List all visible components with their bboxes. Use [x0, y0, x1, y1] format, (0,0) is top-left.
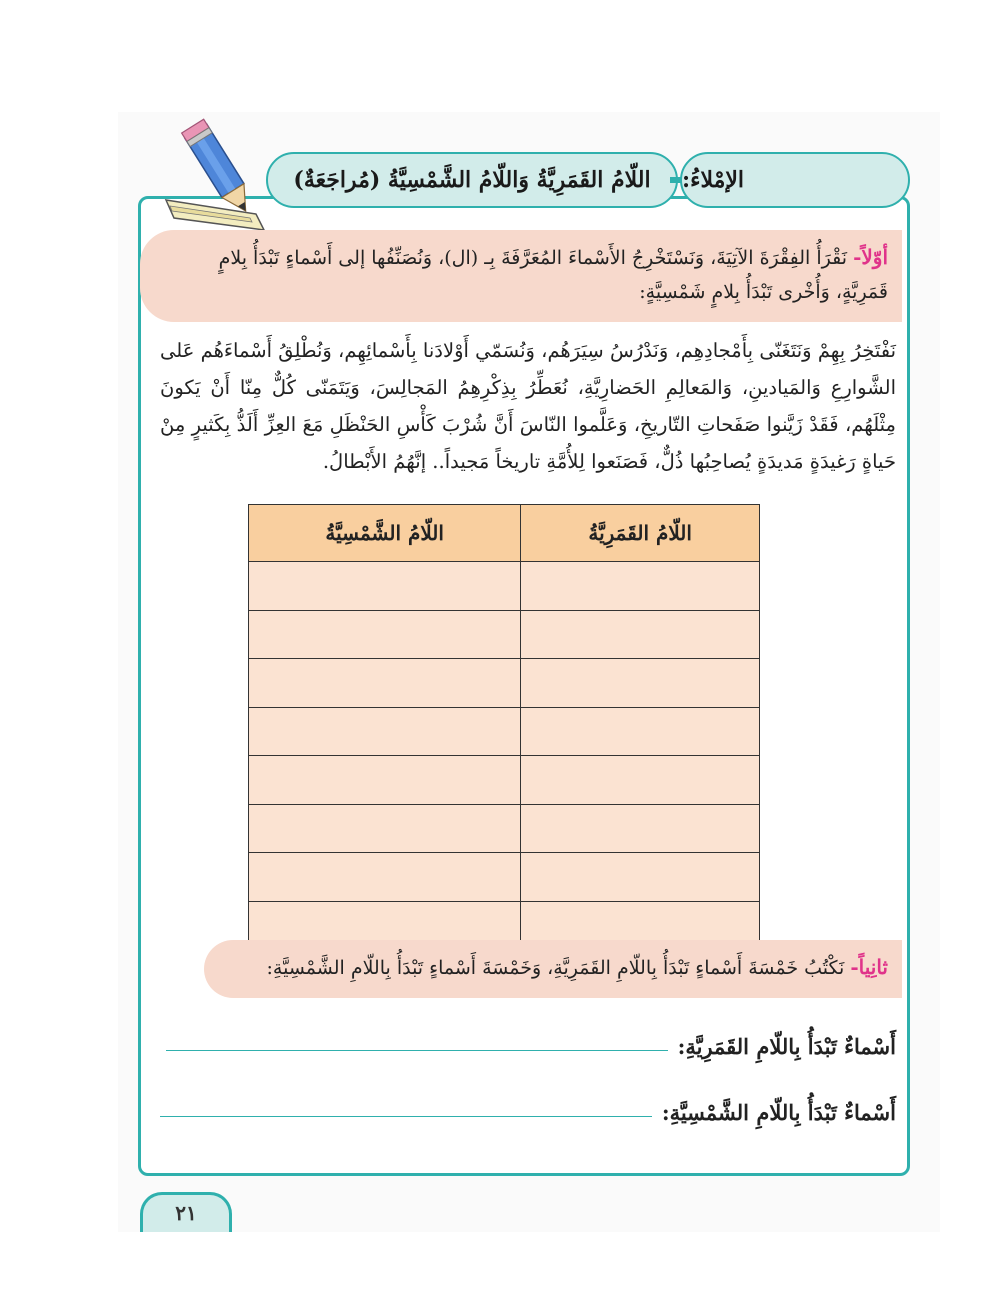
column-header-qamari: اللّامُ القَمَرِيَّةُ — [521, 505, 760, 562]
cell-qamari[interactable] — [521, 707, 760, 756]
table-body — [249, 562, 760, 950]
table-row — [249, 853, 760, 902]
answer-row-qamari — [166, 1034, 896, 1059]
cell-qamari[interactable] — [521, 853, 760, 902]
cell-shamsi[interactable] — [249, 659, 521, 708]
table-row — [249, 659, 760, 708]
column-header-shamsi: اللّامُ الشَّمْسِيَّةُ — [249, 505, 521, 562]
section2-instruction-box — [204, 940, 902, 998]
cell-shamsi[interactable] — [249, 610, 521, 659]
lesson-title — [266, 152, 678, 208]
pencil-icon — [160, 118, 272, 236]
answer-line-qamari[interactable] — [166, 1049, 668, 1051]
reading-paragraph: نَفْتَخِرُ بِهِمْ وَنَتَغَنّى بِأَمْجادِهِم، وَنَدْرُسُ سِيَرَهُم، وَنُسَمّي أَوْلادَنا بِأَسْمائِهِم، وَنُطْلِقُ أَسْماءَهُم عَلى الشَّوارِعِ وَالمَيادينِ، وَالمَعالِمِ الحَضارِيَّةِ، نُعَطِّرُ بِذِكْرِهِمُ المَجالِسَ، وَيَتَمَنّى كُلٌّ مِنّا أَنْ يَكونَ مِثْلَهُم، فَقَدْ زَيَّنوا صَفَحاتِ التّاريخِ، وَعَلَّموا النّاسَ أَنَّ شُرْبَ كَأْسِ الحَنْظَلِ مَعَ العِزِّ أَلَذُّ بِكَثيرٍ مِنْ حَياةٍ رَغيدَةٍ مَديدَةٍ يُصاحِبُها ذُلٌّ، فَصَنَعوا لِلأُمَّةِ تاريخاً مَجيداً.. إنَّهُمُ الأَبْطالُ. — [160, 339, 896, 473]
cell-shamsi[interactable] — [249, 756, 521, 805]
section1-instruction: نَقْرَأُ الفِقْرَةَ الآتِيَةَ، وَنَسْتَخْرِجُ الأَسْماءَ المُعَرَّفَةَ بِـ (ال)، وَنُصَنِّفُها إلى أَسْماءٍ تَبْدَأُ بِلامٍ قَمَرِيَّةٍ، وَأُخْرى تَبْدَأُ بِلامٍ شَمْسِيَّةٍ: — [218, 247, 888, 303]
section2-instruction: نَكْتُبُ خَمْسَةَ أَسْماءٍ تَبْدَأُ بِاللّامِ القَمَرِيَّةِ، وَخَمْسَةَ أَسْماءٍ تَبْدَأُ بِاللّامِ الشَّمْسِيَّةِ: — [266, 957, 845, 979]
lesson-title-text: اللّامُ القَمَرِيَّةُ وَاللّامُ الشَّمْسِيَّةُ (مُراجَعَةٌ) — [293, 167, 651, 193]
answer-row-shamsi — [160, 1100, 896, 1125]
table-row — [249, 707, 760, 756]
page-number: ٢١ — [175, 1201, 197, 1225]
cell-shamsi[interactable] — [249, 562, 521, 611]
cell-qamari[interactable] — [521, 562, 760, 611]
section1-instruction-box — [140, 230, 902, 322]
table-row — [249, 804, 760, 853]
cell-qamari[interactable] — [521, 756, 760, 805]
answer-label-qamari: أَسْماءٌ تَبْدَأُ بِاللّامِ القَمَرِيَّةِ: — [677, 1034, 896, 1059]
answer-line-shamsi[interactable] — [160, 1115, 652, 1117]
section1-label: أوّلاً- — [853, 245, 888, 269]
subject-label — [680, 152, 910, 208]
page-number-tab — [140, 1192, 232, 1232]
cell-qamari[interactable] — [521, 804, 760, 853]
subject-label-text: الإمْلاءُ: — [682, 167, 745, 193]
classification-table — [248, 504, 760, 950]
section2-label: ثانِياً- — [850, 955, 888, 979]
table-row — [249, 562, 760, 611]
cell-shamsi[interactable] — [249, 853, 521, 902]
cell-shamsi[interactable] — [249, 707, 521, 756]
cell-shamsi[interactable] — [249, 804, 521, 853]
cell-qamari[interactable] — [521, 659, 760, 708]
table-row — [249, 610, 760, 659]
cell-qamari[interactable] — [521, 610, 760, 659]
table-row — [249, 756, 760, 805]
answer-label-shamsi: أَسْماءٌ تَبْدَأُ بِاللّامِ الشَّمْسِيَّةِ: — [661, 1100, 896, 1125]
